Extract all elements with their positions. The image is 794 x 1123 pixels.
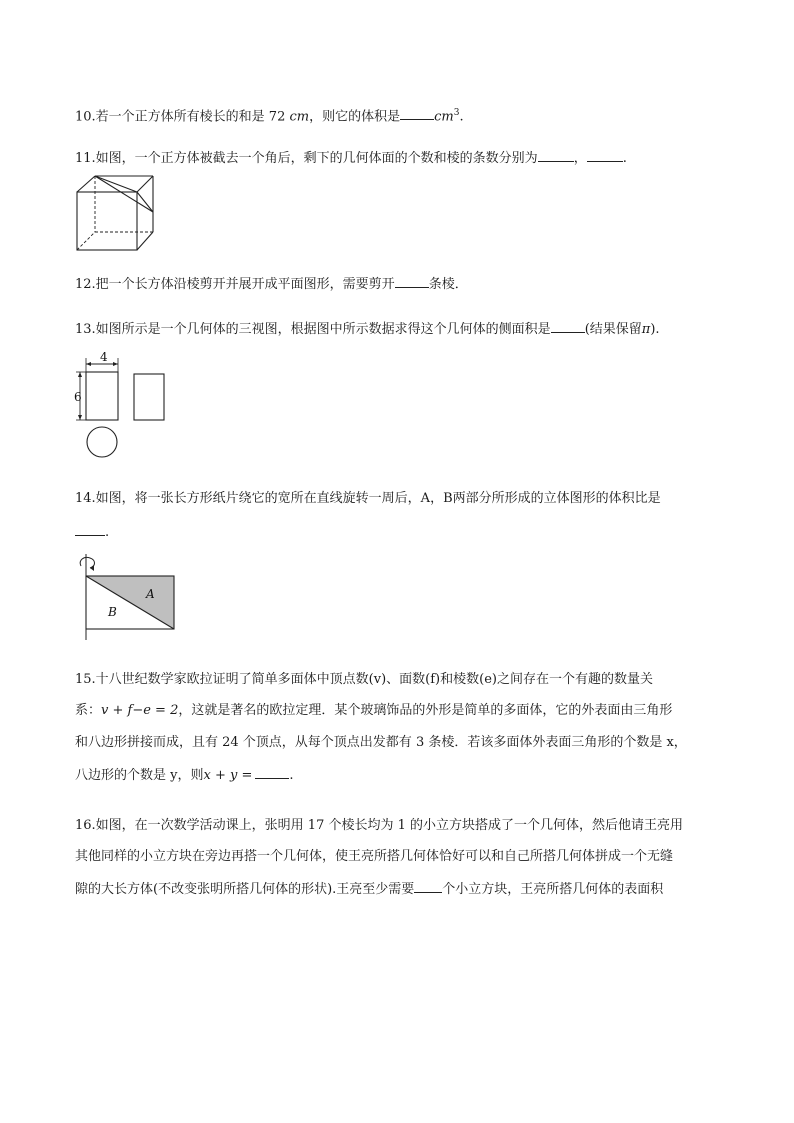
question-15-line2 [75, 701, 672, 721]
question-15-line4 [75, 764, 293, 786]
question-14 [75, 489, 661, 509]
q10-prefix: 10.若一个正方体所有棱长的和是 72 [75, 109, 286, 125]
q14-end: . [105, 525, 110, 540]
q15-line4a: 八边形的个数是 y，则 [75, 768, 204, 783]
q15-answer-blank[interactable] [255, 764, 289, 779]
q16-line3: 隙的大长方体(不改变张明所搭几何体的形状).王亮至少需要 [75, 882, 415, 897]
q15-line4b: . [289, 768, 294, 783]
q14-label-a: A [146, 587, 155, 601]
q10-sup: 3 [453, 108, 460, 118]
q11-text: 11.如图，一个正方体被截去一个角后，剩下的几何体面的个数和棱的条数分别为 [75, 151, 538, 166]
q11-blank-faces[interactable] [538, 147, 574, 162]
q11-sep: ， [573, 151, 587, 166]
q10-mid: ，则它的体积是 [309, 109, 401, 125]
q16-line1: 16.如图，在一次数学活动课上，张明用 17 个棱长均为 1 的小立方块搭成了一个几何体，然后他请王亮用 [75, 818, 684, 833]
question-13 [75, 318, 660, 340]
question-10 [75, 103, 464, 127]
q13-height-label: 6 [74, 390, 82, 404]
q14-answer-blank[interactable] [75, 521, 105, 536]
q16-line2: 其他同样的小立方块在旁边再搭一个几何体，使王亮所搭几何体恰好可以和自己所搭几何体拼成一个无缝 [75, 849, 674, 864]
q13-prefix: 13.如图所示是一个几何体的三视图，根据图中所示数据求得这个几何体的侧面积是 [75, 322, 551, 337]
q10-answer-unit: cm [434, 109, 454, 125]
q15-euler-formula: v + f−e = 2 [101, 703, 179, 718]
question-16-line3 [75, 878, 663, 900]
question-11 [75, 147, 627, 169]
question-14-cont [75, 521, 109, 543]
q16-line3b: 个小立方块，王亮所搭几何体的表面积 [442, 882, 664, 897]
q15-sum-formula: x + y = [203, 768, 253, 783]
question-16-line2 [75, 847, 673, 867]
q16-answer-blank[interactable] [414, 878, 442, 893]
q15-line2a: 系： [75, 703, 102, 718]
q13-pi: π [641, 322, 651, 337]
q10-answer-blank[interactable] [400, 105, 434, 120]
q13-end: ). [650, 322, 660, 337]
q12-prefix: 12.把一个长方体沿棱剪开并展开成平面图形，需要剪开 [75, 277, 395, 292]
q13-three-views-figure [74, 352, 174, 462]
q11-suffix: . [622, 151, 627, 166]
question-16 [75, 816, 683, 836]
q15-line1: 15.十八世纪数学家欧拉证明了简单多面体中顶点数(v)、面数(f)和棱数(e)之间存在一个有趣的数量关 [75, 672, 653, 687]
q13-suffix: (结果保留 [584, 322, 642, 337]
q13-width-label: 4 [100, 350, 108, 364]
q12-suffix: 条棱． [428, 277, 468, 292]
q12-answer-blank[interactable] [395, 273, 429, 288]
question-12 [75, 273, 468, 295]
q11-cube-figure [75, 172, 157, 254]
q15-line2b: ，这就是著名的欧拉定理．某个玻璃饰品的外形是简单的多面体，它的外表面由三角形 [178, 703, 673, 718]
q11-blank-edges[interactable] [587, 147, 623, 162]
q14-label-b: B [108, 605, 117, 619]
q10-suffix: . [459, 109, 464, 125]
question-15 [75, 670, 653, 690]
q14-line1: 14.如图，将一张长方形纸片绕它的宽所在直线旋转一周后，A，B两部分所形成的立体图形的体积比是 [75, 491, 661, 506]
q15-line3: 和八边形拼接而成，且有 24 个顶点，从每个顶点出发都有 3 条棱．若该多面体外表面三角形的个数是 x， [75, 735, 687, 750]
q14-rectangle-rotation-figure [78, 554, 182, 642]
q13-answer-blank[interactable] [551, 318, 585, 333]
question-15-line3 [75, 733, 687, 753]
q10-unit: cm [289, 109, 310, 125]
